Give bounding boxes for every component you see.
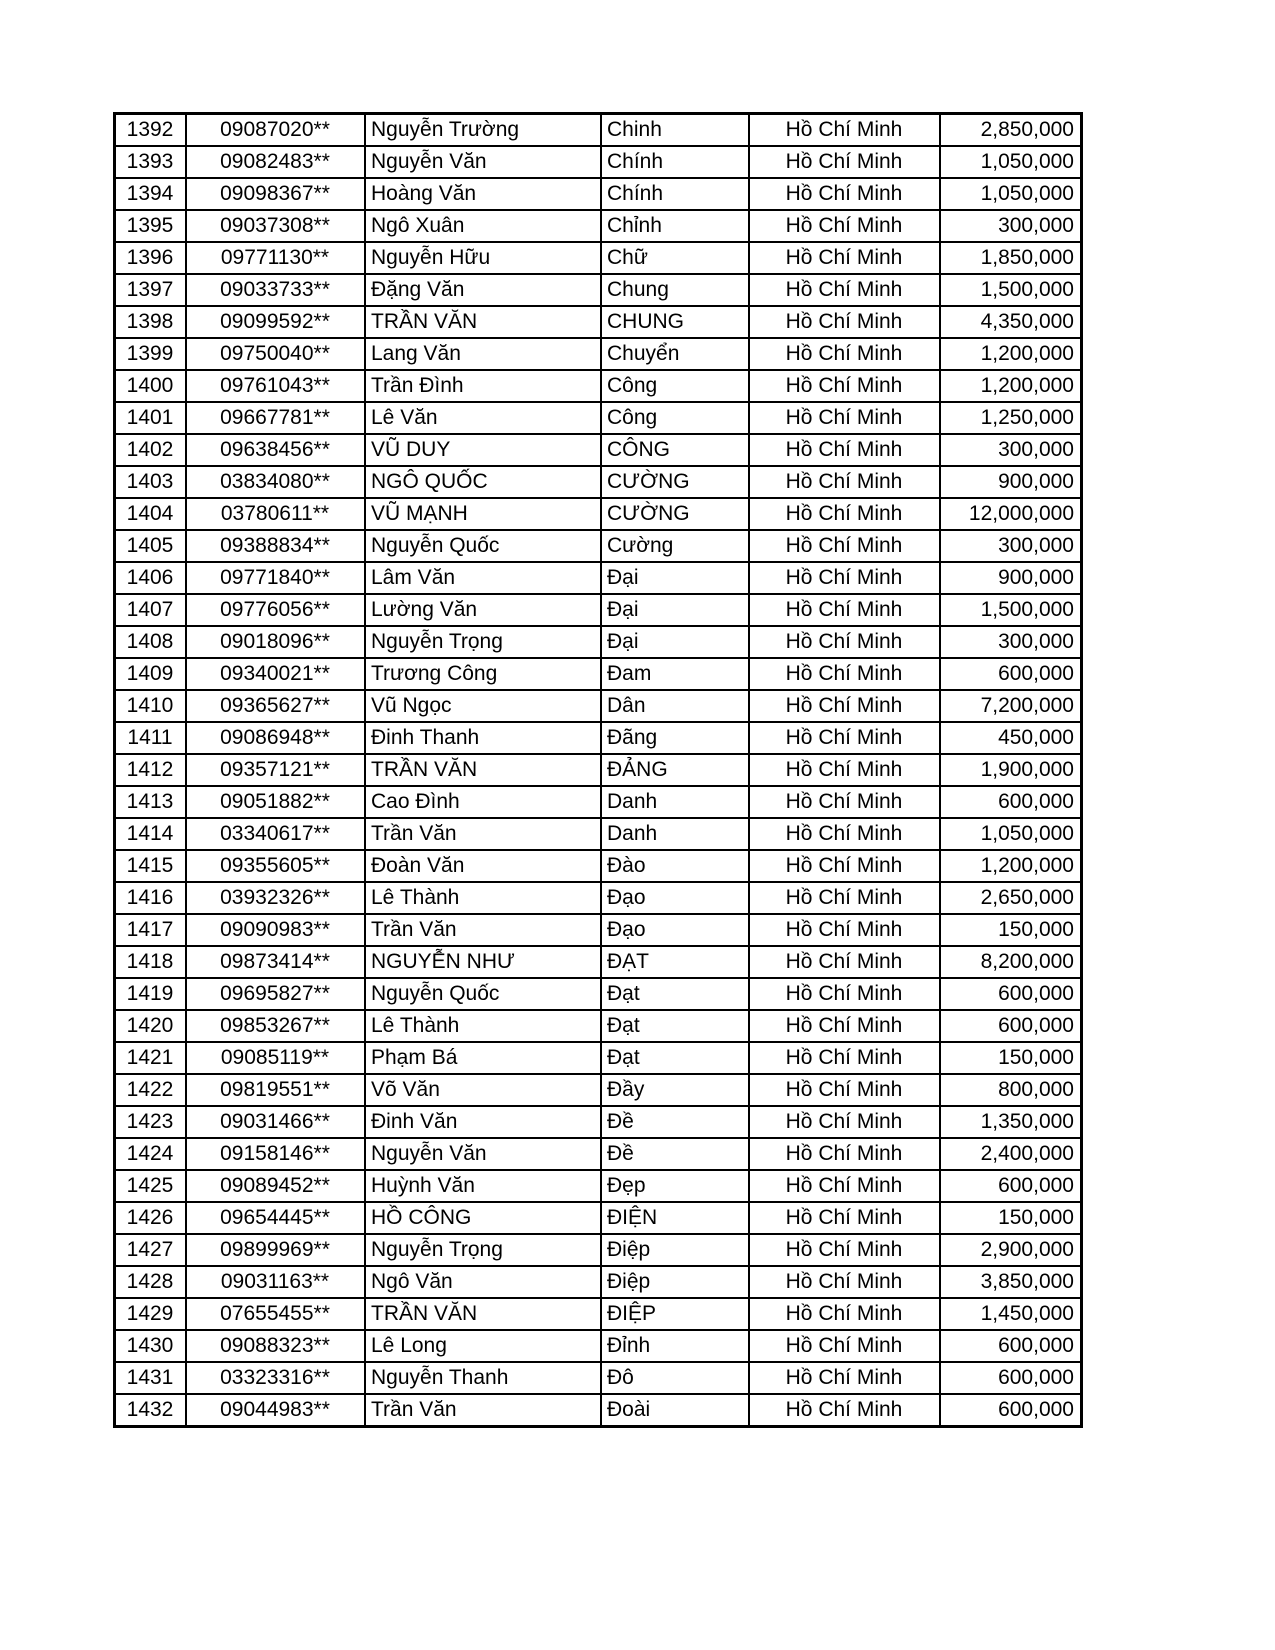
- city-cell: Hồ Chí Minh: [749, 626, 940, 658]
- phone-cell: 09051882**: [186, 786, 365, 818]
- table-row: [115, 914, 1082, 946]
- city-cell: Hồ Chí Minh: [749, 882, 940, 914]
- amount-cell: 600,000: [940, 786, 1082, 818]
- city-cell: Hồ Chí Minh: [749, 786, 940, 818]
- table-row: [115, 1170, 1082, 1202]
- city-cell: Hồ Chí Minh: [749, 1010, 940, 1042]
- last-name-cell: Trần Văn: [365, 818, 601, 850]
- amount-cell: 600,000: [940, 1330, 1082, 1362]
- amount-cell: 2,650,000: [940, 882, 1082, 914]
- row-number: 1401: [115, 402, 187, 434]
- row-number: 1420: [115, 1010, 187, 1042]
- last-name-cell: Nguyễn Văn: [365, 1138, 601, 1170]
- table-row: [115, 1234, 1082, 1266]
- phone-cell: 09085119**: [186, 1042, 365, 1074]
- row-number: 1432: [115, 1394, 187, 1427]
- last-name-cell: Trương Công: [365, 658, 601, 690]
- city-cell: Hồ Chí Minh: [749, 242, 940, 274]
- last-name-cell: Nguyễn Thanh: [365, 1362, 601, 1394]
- last-name-cell: Lường Văn: [365, 594, 601, 626]
- phone-cell: 09357121**: [186, 754, 365, 786]
- table-row: [115, 466, 1082, 498]
- table-row: [115, 1362, 1082, 1394]
- phone-cell: 09082483**: [186, 146, 365, 178]
- amount-cell: 7,200,000: [940, 690, 1082, 722]
- table-row: [115, 1298, 1082, 1330]
- table-row: [115, 818, 1082, 850]
- row-number: 1431: [115, 1362, 187, 1394]
- phone-cell: 09018096**: [186, 626, 365, 658]
- row-number: 1397: [115, 274, 187, 306]
- amount-cell: 1,500,000: [940, 274, 1082, 306]
- table-row: [115, 146, 1082, 178]
- phone-cell: 07655455**: [186, 1298, 365, 1330]
- last-name-cell: Ngô Văn: [365, 1266, 601, 1298]
- city-cell: Hồ Chí Minh: [749, 178, 940, 210]
- table-row: [115, 498, 1082, 530]
- table-row: [115, 754, 1082, 786]
- amount-cell: 600,000: [940, 1362, 1082, 1394]
- first-name-cell: Đô: [601, 1362, 749, 1394]
- phone-cell: 09033733**: [186, 274, 365, 306]
- row-number: 1417: [115, 914, 187, 946]
- city-cell: Hồ Chí Minh: [749, 274, 940, 306]
- row-number: 1408: [115, 626, 187, 658]
- last-name-cell: Đặng Văn: [365, 274, 601, 306]
- first-name-cell: Chính: [601, 178, 749, 210]
- phone-cell: 09695827**: [186, 978, 365, 1010]
- table-row: [115, 1394, 1082, 1427]
- table-row: [115, 1202, 1082, 1234]
- last-name-cell: TRẦN VĂN: [365, 754, 601, 786]
- row-number: 1393: [115, 146, 187, 178]
- last-name-cell: Nguyễn Quốc: [365, 530, 601, 562]
- amount-cell: 600,000: [940, 1010, 1082, 1042]
- table-row: [115, 626, 1082, 658]
- city-cell: Hồ Chí Minh: [749, 1362, 940, 1394]
- first-name-cell: Đẹp: [601, 1170, 749, 1202]
- amount-cell: 300,000: [940, 530, 1082, 562]
- city-cell: Hồ Chí Minh: [749, 306, 940, 338]
- amount-cell: 900,000: [940, 562, 1082, 594]
- table-row: [115, 978, 1082, 1010]
- amount-cell: 150,000: [940, 914, 1082, 946]
- amount-cell: 1,200,000: [940, 370, 1082, 402]
- amount-cell: 1,850,000: [940, 242, 1082, 274]
- donor-table-body: [115, 114, 1082, 1427]
- amount-cell: 300,000: [940, 434, 1082, 466]
- first-name-cell: Danh: [601, 818, 749, 850]
- amount-cell: 600,000: [940, 1170, 1082, 1202]
- amount-cell: 1,250,000: [940, 402, 1082, 434]
- amount-cell: 600,000: [940, 658, 1082, 690]
- last-name-cell: TRẦN VĂN: [365, 1298, 601, 1330]
- row-number: 1428: [115, 1266, 187, 1298]
- row-number: 1392: [115, 114, 187, 147]
- first-name-cell: Đại: [601, 562, 749, 594]
- first-name-cell: CHUNG: [601, 306, 749, 338]
- row-number: 1416: [115, 882, 187, 914]
- city-cell: Hồ Chí Minh: [749, 530, 940, 562]
- last-name-cell: Lang Văn: [365, 338, 601, 370]
- city-cell: Hồ Chí Minh: [749, 914, 940, 946]
- city-cell: Hồ Chí Minh: [749, 1266, 940, 1298]
- phone-cell: 09044983**: [186, 1394, 365, 1427]
- row-number: 1423: [115, 1106, 187, 1138]
- city-cell: Hồ Chí Minh: [749, 114, 940, 147]
- amount-cell: 1,500,000: [940, 594, 1082, 626]
- first-name-cell: Đạo: [601, 914, 749, 946]
- amount-cell: 1,350,000: [940, 1106, 1082, 1138]
- first-name-cell: Đề: [601, 1138, 749, 1170]
- phone-cell: 09873414**: [186, 946, 365, 978]
- last-name-cell: Đoàn Văn: [365, 850, 601, 882]
- last-name-cell: Cao Đình: [365, 786, 601, 818]
- phone-cell: 09037308**: [186, 210, 365, 242]
- first-name-cell: Danh: [601, 786, 749, 818]
- table-row: [115, 434, 1082, 466]
- table-row: [115, 242, 1082, 274]
- last-name-cell: Vũ Ngọc: [365, 690, 601, 722]
- row-number: 1396: [115, 242, 187, 274]
- amount-cell: 1,450,000: [940, 1298, 1082, 1330]
- phone-cell: 09819551**: [186, 1074, 365, 1106]
- city-cell: Hồ Chí Minh: [749, 818, 940, 850]
- city-cell: Hồ Chí Minh: [749, 402, 940, 434]
- first-name-cell: Chung: [601, 274, 749, 306]
- amount-cell: 8,200,000: [940, 946, 1082, 978]
- row-number: 1415: [115, 850, 187, 882]
- table-row: [115, 722, 1082, 754]
- first-name-cell: Đỉnh: [601, 1330, 749, 1362]
- last-name-cell: Hoàng Văn: [365, 178, 601, 210]
- first-name-cell: Đãng: [601, 722, 749, 754]
- city-cell: Hồ Chí Minh: [749, 1138, 940, 1170]
- city-cell: Hồ Chí Minh: [749, 690, 940, 722]
- table-row: [115, 786, 1082, 818]
- last-name-cell: Lê Văn: [365, 402, 601, 434]
- table-row: [115, 178, 1082, 210]
- amount-cell: 2,400,000: [940, 1138, 1082, 1170]
- donor-table: [113, 112, 1083, 1428]
- row-number: 1430: [115, 1330, 187, 1362]
- table-row: [115, 114, 1082, 147]
- phone-cell: 09090983**: [186, 914, 365, 946]
- city-cell: Hồ Chí Minh: [749, 146, 940, 178]
- first-name-cell: Đề: [601, 1106, 749, 1138]
- amount-cell: 1,050,000: [940, 818, 1082, 850]
- table-row: [115, 370, 1082, 402]
- table-row: [115, 306, 1082, 338]
- table-row: [115, 946, 1082, 978]
- last-name-cell: TRẦN VĂN: [365, 306, 601, 338]
- phone-cell: 09088323**: [186, 1330, 365, 1362]
- first-name-cell: CÔNG: [601, 434, 749, 466]
- table-row: [115, 690, 1082, 722]
- first-name-cell: Đào: [601, 850, 749, 882]
- first-name-cell: Đam: [601, 658, 749, 690]
- row-number: 1425: [115, 1170, 187, 1202]
- row-number: 1414: [115, 818, 187, 850]
- row-number: 1413: [115, 786, 187, 818]
- phone-cell: 09086948**: [186, 722, 365, 754]
- table-row: [115, 594, 1082, 626]
- amount-cell: 3,850,000: [940, 1266, 1082, 1298]
- last-name-cell: Nguyễn Hữu: [365, 242, 601, 274]
- row-number: 1409: [115, 658, 187, 690]
- city-cell: Hồ Chí Minh: [749, 594, 940, 626]
- first-name-cell: Đạt: [601, 1010, 749, 1042]
- last-name-cell: Ngô Xuân: [365, 210, 601, 242]
- city-cell: Hồ Chí Minh: [749, 658, 940, 690]
- amount-cell: 150,000: [940, 1202, 1082, 1234]
- row-number: 1394: [115, 178, 187, 210]
- first-name-cell: ĐIỆN: [601, 1202, 749, 1234]
- last-name-cell: Trần Văn: [365, 1394, 601, 1427]
- first-name-cell: Công: [601, 370, 749, 402]
- city-cell: Hồ Chí Minh: [749, 370, 940, 402]
- first-name-cell: Chuyển: [601, 338, 749, 370]
- last-name-cell: Lê Long: [365, 1330, 601, 1362]
- first-name-cell: Đại: [601, 626, 749, 658]
- last-name-cell: Lê Thành: [365, 882, 601, 914]
- city-cell: Hồ Chí Minh: [749, 1298, 940, 1330]
- phone-cell: 09340021**: [186, 658, 365, 690]
- row-number: 1421: [115, 1042, 187, 1074]
- phone-cell: 09099592**: [186, 306, 365, 338]
- table-row: [115, 1042, 1082, 1074]
- last-name-cell: NGÔ QUỐC: [365, 466, 601, 498]
- first-name-cell: Đạt: [601, 1042, 749, 1074]
- last-name-cell: Đinh Thanh: [365, 722, 601, 754]
- row-number: 1395: [115, 210, 187, 242]
- first-name-cell: Đoài: [601, 1394, 749, 1427]
- table-row: [115, 338, 1082, 370]
- table-row: [115, 274, 1082, 306]
- last-name-cell: Nguyễn Trường: [365, 114, 601, 147]
- phone-cell: 03780611**: [186, 498, 365, 530]
- last-name-cell: NGUYỄN NHƯ: [365, 946, 601, 978]
- phone-cell: 03340617**: [186, 818, 365, 850]
- first-name-cell: Điệp: [601, 1266, 749, 1298]
- first-name-cell: Công: [601, 402, 749, 434]
- last-name-cell: Huỳnh Văn: [365, 1170, 601, 1202]
- first-name-cell: Chỉnh: [601, 210, 749, 242]
- table-row: [115, 402, 1082, 434]
- first-name-cell: Điệp: [601, 1234, 749, 1266]
- city-cell: Hồ Chí Minh: [749, 210, 940, 242]
- phone-cell: 09750040**: [186, 338, 365, 370]
- last-name-cell: Trần Đình: [365, 370, 601, 402]
- phone-cell: 09776056**: [186, 594, 365, 626]
- first-name-cell: ĐIỆP: [601, 1298, 749, 1330]
- city-cell: Hồ Chí Minh: [749, 946, 940, 978]
- phone-cell: 03932326**: [186, 882, 365, 914]
- amount-cell: 600,000: [940, 978, 1082, 1010]
- row-number: 1400: [115, 370, 187, 402]
- last-name-cell: Nguyễn Văn: [365, 146, 601, 178]
- phone-cell: 09771130**: [186, 242, 365, 274]
- phone-cell: 09638456**: [186, 434, 365, 466]
- last-name-cell: Nguyễn Trọng: [365, 626, 601, 658]
- phone-cell: 09365627**: [186, 690, 365, 722]
- table-row: [115, 658, 1082, 690]
- city-cell: Hồ Chí Minh: [749, 434, 940, 466]
- row-number: 1410: [115, 690, 187, 722]
- city-cell: Hồ Chí Minh: [749, 1202, 940, 1234]
- first-name-cell: CƯỜNG: [601, 498, 749, 530]
- amount-cell: 150,000: [940, 1042, 1082, 1074]
- table-row: [115, 1106, 1082, 1138]
- city-cell: Hồ Chí Minh: [749, 1234, 940, 1266]
- amount-cell: 12,000,000: [940, 498, 1082, 530]
- first-name-cell: Cường: [601, 530, 749, 562]
- last-name-cell: Nguyễn Trọng: [365, 1234, 601, 1266]
- first-name-cell: Chinh: [601, 114, 749, 147]
- table-row: [115, 1330, 1082, 1362]
- phone-cell: 03834080**: [186, 466, 365, 498]
- phone-cell: 09771840**: [186, 562, 365, 594]
- first-name-cell: Đại: [601, 594, 749, 626]
- first-name-cell: Chữ: [601, 242, 749, 274]
- table-row: [115, 850, 1082, 882]
- amount-cell: 300,000: [940, 626, 1082, 658]
- city-cell: Hồ Chí Minh: [749, 1394, 940, 1427]
- city-cell: Hồ Chí Minh: [749, 1330, 940, 1362]
- last-name-cell: Trần Văn: [365, 914, 601, 946]
- phone-cell: 09388834**: [186, 530, 365, 562]
- first-name-cell: Dân: [601, 690, 749, 722]
- amount-cell: 1,050,000: [940, 146, 1082, 178]
- phone-cell: 09853267**: [186, 1010, 365, 1042]
- phone-cell: 09667781**: [186, 402, 365, 434]
- city-cell: Hồ Chí Minh: [749, 1170, 940, 1202]
- phone-cell: 09087020**: [186, 114, 365, 147]
- first-name-cell: Đạt: [601, 978, 749, 1010]
- city-cell: Hồ Chí Minh: [749, 498, 940, 530]
- amount-cell: 2,850,000: [940, 114, 1082, 147]
- row-number: 1419: [115, 978, 187, 1010]
- first-name-cell: ĐẠT: [601, 946, 749, 978]
- city-cell: Hồ Chí Minh: [749, 338, 940, 370]
- phone-cell: 09089452**: [186, 1170, 365, 1202]
- first-name-cell: Chính: [601, 146, 749, 178]
- last-name-cell: HỒ CÔNG: [365, 1202, 601, 1234]
- first-name-cell: CƯỜNG: [601, 466, 749, 498]
- row-number: 1399: [115, 338, 187, 370]
- phone-cell: 09654445**: [186, 1202, 365, 1234]
- last-name-cell: Đinh Văn: [365, 1106, 601, 1138]
- last-name-cell: VŨ DUY: [365, 434, 601, 466]
- table-row: [115, 1266, 1082, 1298]
- amount-cell: 1,200,000: [940, 338, 1082, 370]
- last-name-cell: VŨ MẠNH: [365, 498, 601, 530]
- first-name-cell: Đầy: [601, 1074, 749, 1106]
- last-name-cell: Phạm Bá: [365, 1042, 601, 1074]
- row-number: 1411: [115, 722, 187, 754]
- phone-cell: 09031466**: [186, 1106, 365, 1138]
- city-cell: Hồ Chí Minh: [749, 754, 940, 786]
- row-number: 1398: [115, 306, 187, 338]
- first-name-cell: ĐẢNG: [601, 754, 749, 786]
- city-cell: Hồ Chí Minh: [749, 562, 940, 594]
- row-number: 1422: [115, 1074, 187, 1106]
- last-name-cell: Nguyễn Quốc: [365, 978, 601, 1010]
- phone-cell: 09031163**: [186, 1266, 365, 1298]
- row-number: 1404: [115, 498, 187, 530]
- first-name-cell: Đạo: [601, 882, 749, 914]
- phone-cell: 09761043**: [186, 370, 365, 402]
- row-number: 1403: [115, 466, 187, 498]
- row-number: 1407: [115, 594, 187, 626]
- row-number: 1424: [115, 1138, 187, 1170]
- table-row: [115, 1010, 1082, 1042]
- phone-cell: 09098367**: [186, 178, 365, 210]
- city-cell: Hồ Chí Minh: [749, 466, 940, 498]
- table-row: [115, 882, 1082, 914]
- amount-cell: 2,900,000: [940, 1234, 1082, 1266]
- table-row: [115, 1074, 1082, 1106]
- table-row: [115, 210, 1082, 242]
- phone-cell: 09158146**: [186, 1138, 365, 1170]
- phone-cell: 09355605**: [186, 850, 365, 882]
- table-row: [115, 530, 1082, 562]
- phone-cell: 09899969**: [186, 1234, 365, 1266]
- row-number: 1412: [115, 754, 187, 786]
- amount-cell: 450,000: [940, 722, 1082, 754]
- amount-cell: 4,350,000: [940, 306, 1082, 338]
- row-number: 1429: [115, 1298, 187, 1330]
- amount-cell: 600,000: [940, 1394, 1082, 1427]
- row-number: 1406: [115, 562, 187, 594]
- city-cell: Hồ Chí Minh: [749, 1042, 940, 1074]
- row-number: 1426: [115, 1202, 187, 1234]
- city-cell: Hồ Chí Minh: [749, 1074, 940, 1106]
- city-cell: Hồ Chí Minh: [749, 850, 940, 882]
- amount-cell: 900,000: [940, 466, 1082, 498]
- phone-cell: 03323316**: [186, 1362, 365, 1394]
- city-cell: Hồ Chí Minh: [749, 1106, 940, 1138]
- table-row: [115, 1138, 1082, 1170]
- last-name-cell: Võ Văn: [365, 1074, 601, 1106]
- amount-cell: 1,200,000: [940, 850, 1082, 882]
- row-number: 1402: [115, 434, 187, 466]
- table-row: [115, 562, 1082, 594]
- city-cell: Hồ Chí Minh: [749, 978, 940, 1010]
- amount-cell: 1,900,000: [940, 754, 1082, 786]
- amount-cell: 800,000: [940, 1074, 1082, 1106]
- row-number: 1418: [115, 946, 187, 978]
- row-number: 1427: [115, 1234, 187, 1266]
- amount-cell: 1,050,000: [940, 178, 1082, 210]
- city-cell: Hồ Chí Minh: [749, 722, 940, 754]
- amount-cell: 300,000: [940, 210, 1082, 242]
- last-name-cell: Lê Thành: [365, 1010, 601, 1042]
- last-name-cell: Lâm Văn: [365, 562, 601, 594]
- row-number: 1405: [115, 530, 187, 562]
